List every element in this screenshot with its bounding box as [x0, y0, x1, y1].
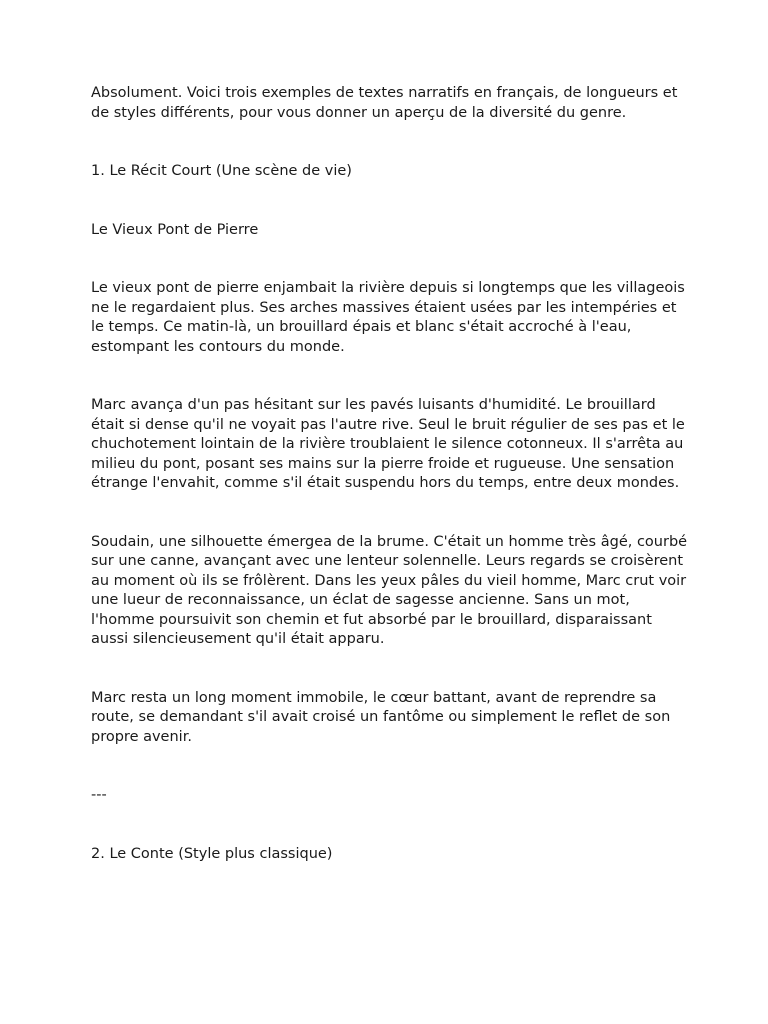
- story-title: Le Vieux Pont de Pierre: [91, 221, 259, 238]
- story-paragraph: Marc resta un long moment immobile, le cœur battant, avant de reprendre sa route, se demandant s'il avait croisé un fantôme ou simplement le reflet de son propre avenir.: [91, 689, 671, 745]
- section-separator: ---: [91, 787, 107, 803]
- intro-paragraph: Absolument. Voici trois exemples de textes narratifs en français, de longueurs et de styles différents, pour vous donner un aperçu de la diversité du genre.: [91, 85, 678, 121]
- document-body: [91, 84, 691, 903]
- story-paragraph: Soudain, une silhouette émergea de la brume. C'était un homme très âgé, courbé sur une canne, avançant avec une lenteur solennelle. Leurs regards se croisèrent au moment où ils se frôlèrent. Dans les yeux pâles du vieil homme, Marc crut voir une lueur de reconnaissance, un éclat de sagesse ancienne. Sans un mot, l'homme poursuivit son chemin et fut absorbé par le brouillard, disparaissant aussi silencieusement qu'il était apparu.: [91, 533, 688, 647]
- story-paragraph: Le vieux pont de pierre enjambait la rivière depuis si longtemps que les villageois ne le regardaient plus. Ses arches massives étaient usées par les intempéries et le temps. Ce matin-là, un brouillard épais et blanc s'était accroché à l'eau, estompant les contours du monde.: [91, 280, 685, 355]
- section-heading-conte: 2. Le Conte (Style plus classique): [91, 845, 333, 862]
- story-paragraph: Marc avança d'un pas hésitant sur les pavés luisants d'humidité. Le brouillard était si dense qu'il ne voyait pas l'autre rive. Seul le bruit régulier de ses pas et le chuchotement lointain de la rivière troublaient le silence cotonneux. Il s'arrêta au milieu du pont, posant ses mains sur la pierre froide et rugueuse. Une sensation étrange l'envahit, comme s'il était suspendu hors du temps, entre deux mondes.: [91, 397, 685, 491]
- section-heading-recit-court: 1. Le Récit Court (Une scène de vie): [91, 163, 352, 179]
